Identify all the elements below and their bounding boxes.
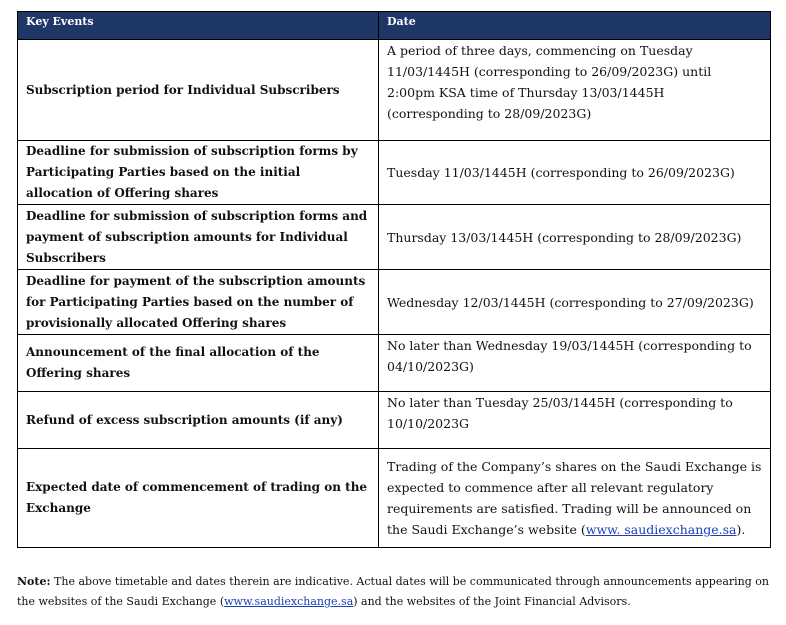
date-cell: No later than Wednesday 19/03/1445H (corresponding to 04/10/2023G): [379, 335, 771, 392]
note-label: Note:: [17, 575, 51, 588]
event-cell: Deadline for submission of subscription forms by Participating Parties based on the initial allocation of Offering shares: [18, 141, 379, 205]
event-cell: Announcement of the final allocation of the Offering shares: [18, 335, 379, 392]
date-cell: No later than Tuesday 25/03/1445H (corresponding to 10/10/2023G: [379, 392, 771, 449]
date-cell: Tuesday 11/03/1445H (corresponding to 26/09/2023G): [379, 141, 771, 205]
header-key-events: Key Events: [18, 12, 379, 40]
event-cell: Deadline for submission of subscription forms and payment of subscription amounts for Individual Subscribers: [18, 205, 379, 270]
event-cell: Refund of excess subscription amounts (if any): [18, 392, 379, 449]
date-cell: A period of three days, commencing on Tuesday 11/03/1445H (corresponding to 26/09/2023G) until 2:00pm KSA time of Thursday 13/03/1445H (corresponding to 28/09/2023G): [379, 40, 771, 141]
table-header-row: [18, 12, 771, 40]
event-cell: Deadline for payment of the subscription amounts for Participating Parties based on the number of provisionally allocated Offering shares: [18, 270, 379, 335]
note-text-end: ) and the websites of the Joint Financial Advisors.: [353, 595, 631, 608]
event-cell: Expected date of commencement of trading on the Exchange: [18, 449, 379, 548]
trading-date-text: Trading of the Company’s shares on the Saudi Exchange is expected to commence after all relevant regulatory requirements are satisfied. Trading will be announced on the Saudi Exchange’s website (: [387, 459, 762, 537]
event-cell: Subscription period for Individual Subscribers: [18, 40, 379, 141]
table-row: [18, 392, 771, 449]
note-text: The above timetable and dates therein are indicative. Actual dates will be communicated through announcements appearing on the websites of the Saudi Exchange (: [17, 575, 770, 608]
table-row: [18, 335, 771, 392]
key-events-table: [17, 11, 771, 548]
footnote: [17, 572, 777, 612]
table-row: [18, 205, 771, 270]
date-cell: [379, 449, 771, 548]
table-row: [18, 449, 771, 548]
table-row: [18, 40, 771, 141]
trading-date-text-end: ).: [736, 522, 746, 537]
table-row: [18, 141, 771, 205]
table-row: [18, 270, 771, 335]
note-saudi-exchange-link[interactable]: www.saudiexchange.sa: [224, 595, 354, 608]
date-cell: Wednesday 12/03/1445H (corresponding to 27/09/2023G): [379, 270, 771, 335]
header-date: Date: [379, 12, 771, 40]
saudi-exchange-link[interactable]: www. saudiexchange.sa: [585, 522, 737, 537]
date-cell: Thursday 13/03/1445H (corresponding to 28/09/2023G): [379, 205, 771, 270]
